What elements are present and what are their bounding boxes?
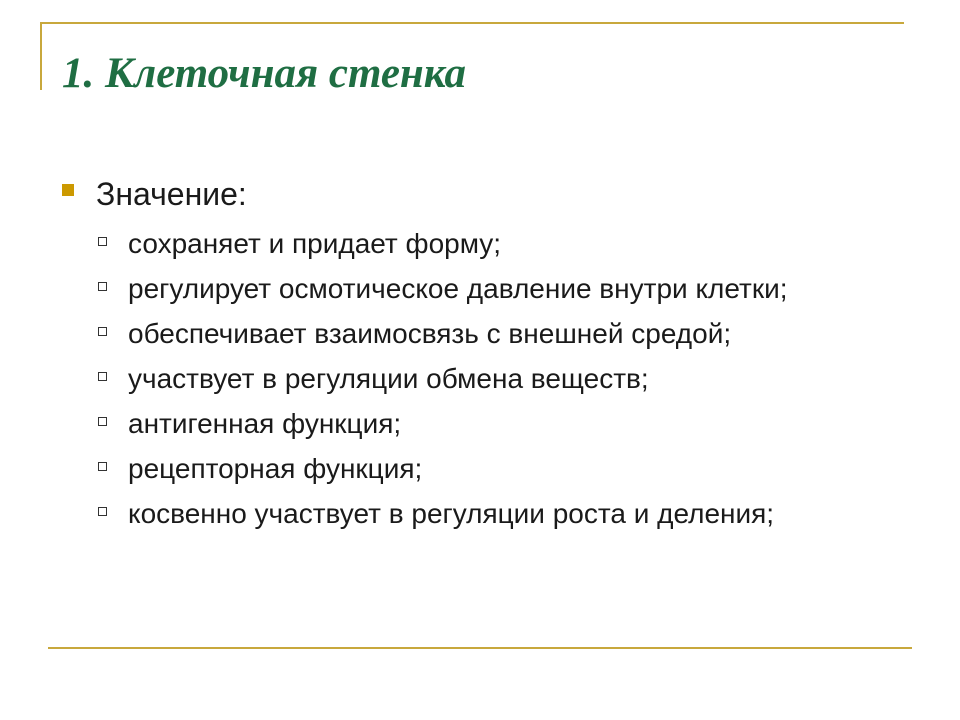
list-item-text: рецепторная функция;: [128, 453, 423, 484]
list-item: [60, 226, 900, 261]
bullet-heading-text: Значение:: [96, 176, 247, 212]
list-item-text: обеспечивает взаимосвязь с внешней средой;: [128, 318, 732, 349]
hollow-square-bullet-icon: [98, 327, 107, 336]
list-item-text: участвует в регуляции обмена веществ;: [128, 363, 649, 394]
filled-square-bullet-icon: [62, 184, 74, 196]
slide-title: 1. Клеточная стенка: [62, 50, 467, 97]
list-item-text: косвенно участвует в регуляции роста и деления;: [128, 498, 775, 529]
hollow-square-bullet-icon: [98, 282, 107, 291]
bullet-heading: [60, 172, 900, 216]
list-item: [60, 271, 900, 306]
list-item-text: сохраняет и придает форму;: [128, 228, 502, 259]
hollow-square-bullet-icon: [98, 372, 107, 381]
left-rule: [40, 22, 42, 90]
list-item: [60, 406, 900, 441]
bottom-rule: [48, 647, 912, 649]
top-rule: [40, 22, 904, 24]
list-item: [60, 451, 900, 486]
hollow-square-bullet-icon: [98, 507, 107, 516]
list-item: [60, 361, 900, 396]
hollow-square-bullet-icon: [98, 417, 107, 426]
hollow-square-bullet-icon: [98, 237, 107, 246]
hollow-square-bullet-icon: [98, 462, 107, 471]
list-item: [60, 316, 900, 351]
slide-content: [60, 172, 900, 541]
list-item: [60, 496, 900, 531]
list-item-text: регулирует осмотическое давление внутри клетки;: [128, 273, 788, 304]
sub-bullet-list: [60, 226, 900, 531]
list-item-text: антигенная функция;: [128, 408, 402, 439]
